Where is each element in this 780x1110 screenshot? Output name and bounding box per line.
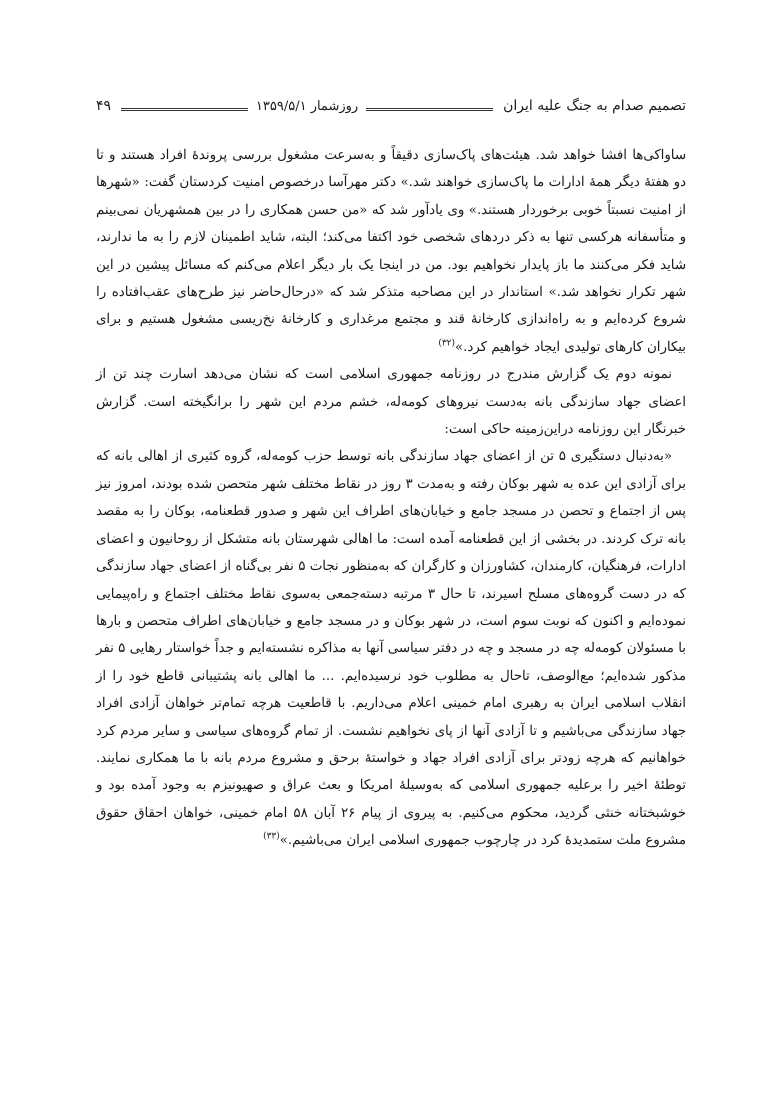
footnote-ref-33: (۳۳) bbox=[263, 831, 280, 842]
footnote-ref-32: (۳۲) bbox=[438, 338, 456, 349]
body-text bbox=[96, 142, 686, 855]
page-number: ۴۹ bbox=[96, 98, 112, 114]
paragraph-2 bbox=[96, 361, 686, 443]
paragraph-2-text: نمونه دوم یک گزارش مندرج در روزنامه جمهوری اسلامی است که نشان می‌دهد اسارت چند تن از اعضای جهاد سازندگی بانه به‌دست نیروهای کومه‌له، خشم مردم این شهر را برانگیخته است. گزارش خبرنگار این روزنامه دراین‌زمینه حاکی است: bbox=[96, 367, 686, 438]
paragraph-3-quote bbox=[96, 443, 686, 854]
book-title: تصمیم صدام به جنگ علیه ایران bbox=[503, 98, 686, 114]
header-middle bbox=[121, 99, 493, 114]
journal-label: روزشمار ۱۳۵۹/۵/۱ bbox=[255, 98, 359, 114]
book-page bbox=[96, 92, 686, 855]
paragraph-1 bbox=[96, 142, 686, 361]
paragraph-3-text: «به‌دنبال دستگیری ۵ تن از اعضای جهاد سازندگی بانه توسط حزب کومه‌له، گروه کثیری از اهالی بانه که برای آزادی این عده به شهر بوکان رفته و به‌مدت ۳ روز در نقاط مختلف شهر متحصن شده بودند، امروز نیز پس از اجتماع و تحصن در مسجد جامع و خیابان‌های اطراف این شهر و صدور قطعنامه، بوکان را به مقصد بانه ترک کردند. در بخشی از این قطعنامه آمده است: ما اهالی شهرستان بانه متشکل از روحانیون و اعضای ادارات، فرهنگیان، کارمندان، کشاورزان و کارگران که به‌منظور نجات ۵ نفر بی‌گناه از اعضای جهاد سازندگی که در دست گروه‌های مسلح اسیرند، تا حال ۳ مرتبه دسته‌جمعی به‌سوی نقاط مختلف اجتماع و راه‌پیمایی نموده‌ایم و اکنون که نوبت سوم است، در شهر بوکان و در مسجد جامع و خیابان‌های اطراف متحصن و بارها با مسئولان کومه‌له چه در مسجد و چه در دفتر سیاسی آنها به مذاکره نشسته‌ایم و جداً خواستار رهایی ۵ نفر مذکور شده‌ایم؛ مع‌الوصف، تاحال به مطلوب خود نرسیده‌ایم. ... ما اهالی بانه پشتیبانی قاطع خود را از انقلاب اسلامی ایران به رهبری امام خمینی اعلام می‌داریم. با قاطعیت هرچه تمام‌تر خواهان آزادی افراد جهاد سازندگی می‌باشیم و تا آزادی آنها از پای نخواهیم نشست. از تمام گروه‌های سیاسی و سایر مردم کرد خواهانیم که هرچه زودتر برای آزادی افراد جهاد و خواستهٔ برحق و مشروع مردم بانه با ما همکاری نمایند. توطئهٔ اخیر را برعلیه جمهوری اسلامی که به‌وسیلهٔ امریکا و بعث عراق و صهیونیزم به وجود آمده بود و خوشبختانه خنثی گردید، محکوم می‌کنیم. به پیروی از پیام ۲۶ آبان ۵۸ امام خمینی، خواهان احقاق حقوق مشروع ملت ستمدیدهٔ کرد در چارچوب جمهوری اسلامی ایران می‌باشیم.» bbox=[96, 449, 686, 849]
header-rule-right bbox=[366, 108, 493, 111]
header-rule-left bbox=[121, 108, 248, 111]
running-header bbox=[96, 92, 686, 120]
paragraph-1-text: ساواکی‌ها افشا خواهد شد. هیئت‌های پاک‌سازی دقیقاً و به‌سرعت مشغول بررسی پروندهٔ افراد هستند و تا دو هفتهٔ دیگر همهٔ ادارات ما پاک‌سازی خواهند شد.» دکتر مهرآسا درخصوص امنیت کردستان گفت: «شهرها از امنیت نسبتاً خوبی برخوردار هستند.» وی یادآور شد که «من حسن همکاری را در بین همشهریان نمی‌بینم و متأسفانه هرکسی تنها به ذکر دردهای شخصی خود اکتفا می‌کند؛ البته، شاید اطمینان لازم را به ما ندارند، شاید فکر می‌کنند ما باز پایدار نخواهیم بود. من در اینجا یک بار دیگر اعلام می‌کنم که مسائل پیشین در این شهر تکرار نخواهد شد.» استاندار در این مصاحبه متذکر شد که «درحال‌حاضر نیز طرح‌های عقب‌افتاده را شروع کرده‌ایم و به راه‌اندازی کارخانهٔ قند و مجتمع مرغداری و کارخانهٔ نخ‌ریسی مشغول هستیم و برای بیکاران کارهای تولیدی ایجاد خواهیم کرد.» bbox=[96, 148, 686, 355]
